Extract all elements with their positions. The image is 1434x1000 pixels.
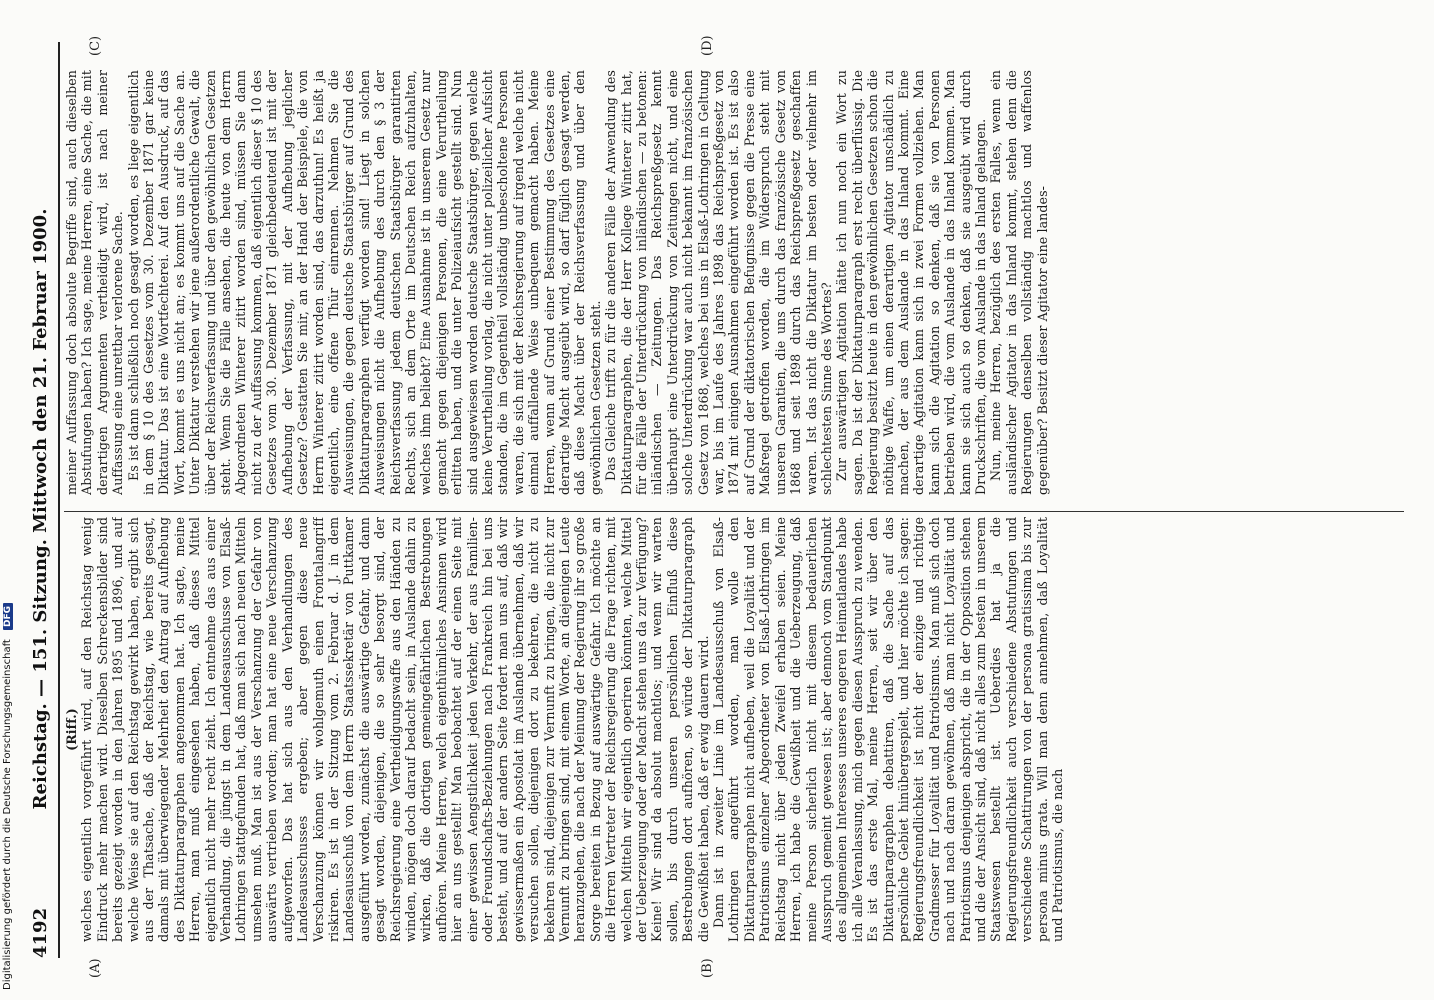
speaker-label: (Riff.) — [64, 708, 79, 751]
attribution-text: Digitalisierung gefördert durch die Deutsche Forschungsgemeinschaft — [2, 639, 13, 990]
margin-marker-a: (A) — [88, 958, 103, 978]
digitization-footer — [2, 590, 16, 990]
page-header — [30, 60, 56, 958]
paragraph: welches eigentlich vorgeführt wird, auf den Reichstag wenig Eindruck mehr machen wird. Dieselben Schreckensbilder sind bereits gezeigt worden in den Jahren 1895 und 1896, und auf welche Weise sie auf den Reichstag gewirkt haben, ergibt sich aus der Thatsache, daß der Reichstag, wie bereits gesagt, damals mit überwiegender Mehrheit den Antrag auf Aufhebung des Diktaturparagraphen angenommen hat. Ich sagte, meine Herren, man muß eingesehen haben, daß dieses Mittel eigentlich nicht mehr recht zieht. Ich entnehme das aus einer Verhandlung, die jüngst in dem Landesausschusse von Elsaß-Lothringen stattgefunden hat, daß man sich nach neuen Mitteln umsehen muß. Man ist aus der Verschanzung der Gefahr von auswärts vertrieben worden; man hat eine neue Verschanzung aufgeworfen. Das hat sich aus den Verhandlungen des Landesausschusses ergeben; aber gegen diese neue Verschanzung können wir wohlgemuth einen Frontalangriff riskiren. Es ist in der Sitzung vom 2. Februar d. J. in dem Landesausschuß von dem Herrn Staatssekretär von Puttkamer ausgeführt worden, zunächst die auswärtige Gefahr, und dann gesagt worden, diejenigen, die so sehr besorgt sind, der Reichsregierung eine Vertheidigungswaffe aus den Händen zu winden, mögen doch darauf bedacht sein, in Auslande dahin zu wirken, daß die dortigen gemeingefährlichen Bestrebungen aufhören. Meine Herren, welch eigenthümliches Ansinnen wird hier an uns gestellt! Man beobachtet auf der einen Seite mit einer gewissen Aengstlichkeit jeden Verkehr, der aus Familien- oder Freundschafts-Beziehungen nach Frankreich hin bei uns besteht, und auf der andern Seite fordert man uns auf, daß wir gewissermaßen ein Apostolat im Auslande übernehmen, daß wir versuchen sollen, diejenigen dort zu bekehren, die nicht zu bekehren sind, diejenigen zur Vernunft zu bringen, die nicht zur Vernunft zu bringen sind, mit einem Worte, an diejenigen Leute heranzugehen, die nach der Meinung der Regierung ihr so große Sorge bereiten in Bezug auf auswärtige Gefahr. Ich möchte an die Herren Vertreter der Reichsregierung die Frage richten, mit welchen Mitteln wir eigentlich operiren könnten, welche Mittel der Ueberzeugung oder der Macht stehen uns da zur Verfügung? Keine! Wir sind da absolut machtlos; und wenn wir warten sollen, bis durch unseren persönlichen Einfluß diese Bestrebungen dort aufhören, so würde der Diktaturparagraph die Gewißheit haben, daß er ewig dauern wird. — [79, 517, 711, 942]
paragraph: Dann ist in zweiter Linie im Landesausschuß von Elsaß-Lothringen angeführt worden, man wolle den Diktaturparagraphen nicht aufheben, weil die Loyalität und der Patriotismus einzelner Abgeordneter von Elsaß-Lothringen im Reichstag nicht über jeden Zweifel erhaben seien. Meine Herren, ich habe die Gewißheit und die Ueberzeugung, daß meine Person sicherlich nicht mit diesem bedauerlichen Ausspruch gemeint gewesen ist; aber dennoch vom Standpunkt des allgemeinen Interesses unseres engeren Heimatlandes habe ich alle Veranlassung, mich gegen diesen Ausspruch zu wenden. Es ist das erste Mal, meine Herren, seit wir über den Diktaturparagraphen debattiren, daß die Sache auf das persönliche Gebiet hinübergespielt, und hier möchte ich sagen: Regierungsfreundlichkeit ist nicht der einzige und richtige Gradmesser für Loyalität und Patriotismus. Man muß sich doch nach und nach daran gewöhnen, daß man nicht Loyalität und Patriotismus denjenigen abspricht, die in der Opposition stehen und die der Ansicht sind, daß nicht alles zum besten in unserem Staatswesen bestellt ist. Ueberdies hat ja die Regierungsfreundlichkeit auch verschiedene Abstufungen und verschiedene Schattirungen von der persona gratissima bis zur persona minus grata. Will man denn annehmen, daß Loyalität und Patriotismus, die nach — [711, 517, 1065, 942]
page-number: 4192 — [30, 907, 51, 958]
column-divider — [64, 511, 1404, 512]
margin-marker-b: (B) — [700, 958, 715, 978]
paragraph: meiner Auffassung doch absolute Begriffe sind, auch dieselben Abstufungen haben? Ich sage, meine Herren, eine Sache, die mit derartigen Argumenten vertheidigt wird, ist nach meiner Auffassung eine unrettbar verlorene Sache. — [64, 70, 126, 495]
right-column — [64, 70, 1404, 495]
paragraph: Zur auswärtigen Agitation hätte ich nun noch ein Wort zu sagen. Da ist der Diktaturparagraph erst recht überflüssig. Die Regierung besitzt heute in den gewöhnlichen Gesetzen schon die nöthige Waffe, um einen derartigen Agitator unschädlich zu machen, der aus dem Auslande in das Inland kommt. Eine derartige Agitation kann sich in zwei Formen vollziehen. Man kann sich die Agitation so denken, daß sie von Personen betrieben wird, die vom Auslande in das Inland kommen. Man kann sie sich auch so denken, daß sie ausgeübt wird durch Druckschriften, die vom Auslande in das Inland gelangen. — [834, 70, 988, 495]
paragraph: Nun, meine Herren, bezüglich des ersten Falles, wenn ein ausländischer Agitator in das Inland kommt, stehen denn die Regierungen denselben vollständig machtlos und waffenlos gegenüber? Besitzt dieser Agitator eine landes- — [988, 70, 1050, 495]
paragraph: Das Gleiche trifft zu für die anderen Fälle der Anwendung des Diktaturparagraphen, die der Herr Kollege Winterer zitirt hat, für die Fälle der Unterdrückung von inländischen — zu betonen: inländischen — Zeitungen. Das Reichspreßgesetz kennt überhaupt eine Unterdrückung von Zeitungen nicht, und eine solche Unterdrückung war auch nicht bekannt im französischen Gesetz von 1868, welches bei uns in Elsaß-Lothringen in Geltung war, bis im Laufe des Jahres 1898 das Reichspreßgesetz von 1874 mit einigen Ausnahmen eingeführt worden ist. Es ist also auf Grund der diktatorischen Befugnisse gegen die Presse eine Maßregel getroffen worden, die im Widerspruch steht mit unseren Garantien, die uns durch das französische Gesetz von 1868 und seit 1898 durch das Reichspreßgesetz geschaffen waren. Ist das nicht die Diktatur im besten oder vielmehr im schlechtesten Sinne des Wortes? — [603, 70, 834, 495]
margin-marker-d: (D) — [700, 35, 715, 56]
page-title: Reichstag. — 151. Sitzung. Mittwoch den 21. Februar 1900. — [30, 208, 51, 810]
margin-marker-c: (C) — [88, 35, 103, 56]
dfg-logo-icon: DFG — [3, 603, 13, 630]
paragraph: Es ist dann schließlich noch gesagt worden, es liege eigentlich in dem § 10 des Gesetzes vom 30. Dezember 1871 gar keine Diktatur. Das ist eine Wortfechterei. Auf den Ausdruck, auf das Wort, kommt es uns nicht an; es kommt uns auf die Sache an. Unter Diktatur verstehen wir jene außerordentliche Gewalt, die über der Reichsverfassung und über den gewöhnlichen Gesetzen steht. Wenn Sie die Fälle ansehen, die heute von dem Herrn Abgeordneten Winterer zitirt worden sind, müssen Sie dann nicht zu der Auffassung kommen, daß eigentlich dieser § 10 des Gesetzes vom 30. Dezember 1871 gleichbedeutend ist mit der Aufhebung der Verfassung, mit der Aufhebung jeglicher Gesetze? Gestatten Sie mir, an der Hand der Beispiele, die von Herrn Winterer zitirt worden sind, das darzuthun! Es heißt ja eigentlich, eine offene Thür einrennen. Nehmen Sie die Ausweisungen, die gegen deutsche Staatsbürger auf Grund des Diktaturparagraphen verfügt worden sind! Liegt in solchen Ausweisungen nicht die Aufhebung des durch den § 3 der Reichsverfassung jedem deutschen Staatsbürger garantirten Rechts, sich an dem Orte im Deutschen Reich aufzuhalten, welches ihm beliebt? Eine Ausnahme ist in unserem Gesetz nur gemacht gegen diejenigen Personen, die eine Verurtheilung erlitten haben, und die unter Polizeiaufsicht gestellt sind. Nun sind ausgewiesen worden deutsche Staatsbürger, gegen welche keine Verurtheilung vorlag, die nicht unter polizeilicher Aufsicht standen, die im Gegentheil vollständig unbescholtene Personen waren, die sich mit der Reichsregierung auf irgend welche nicht einmal auffallende Weise unbequem gemacht haben. Meine Herren, wenn auf Grund einer Bestimmung des Gesetzes eine derartige Macht ausgeübt wird, so darf füglich gesagt werden, daß diese Macht über der Reichsverfassung und über den gewöhnlichen Gesetzen steht. — [125, 70, 603, 495]
header-rule — [58, 42, 60, 958]
left-column — [64, 517, 1404, 942]
